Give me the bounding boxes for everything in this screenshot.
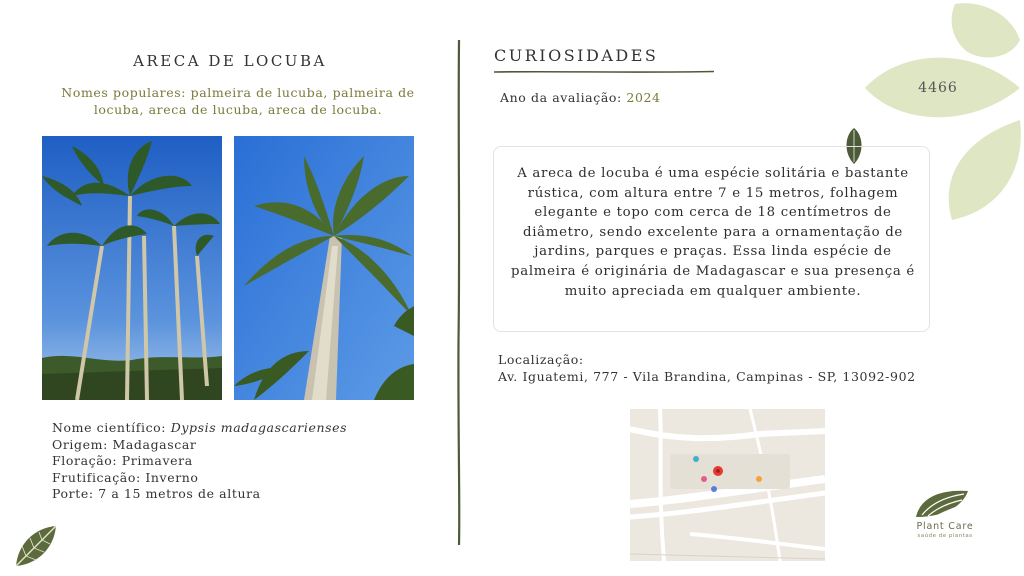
evaluation-year-label: Ano da avaliação: (500, 90, 622, 105)
scientific-name-row (52, 420, 347, 437)
plant-title: ARECA DE LOCUBA (133, 52, 327, 70)
scientific-name-label: Nome científico: (52, 420, 167, 435)
evaluation-year-value: 2024 (626, 90, 661, 105)
fruiting-row: Frutificação: Inverno (52, 469, 199, 485)
logo-name: Plant Care (916, 521, 974, 532)
flowering-row: Floração: Primavera (52, 453, 193, 468)
logo-tagline: saúde de plantas (917, 533, 973, 539)
popular-names: Nomes populares: palmeira de lucuba, palmeira de locuba, areca de lucuba, areca de locuba. (61, 85, 415, 117)
plant-id-badge: 4466 (918, 80, 958, 96)
vertical-divider (454, 40, 464, 545)
origin-row: Origem: Madagascar (52, 436, 197, 452)
palm-photo-1 (42, 136, 222, 400)
leaf-icon-bottom-left (12, 522, 60, 570)
evaluation-year (500, 90, 661, 105)
location-map[interactable] (630, 409, 825, 561)
plant-info (52, 420, 347, 503)
title-underline (494, 70, 714, 74)
location-value: Av. Iguatemi, 777 - Vila Brandina, Campinas - SP, 13092-902 (498, 369, 916, 384)
location-label: Localização: (498, 352, 584, 367)
palm-photo-2 (234, 136, 414, 400)
section-title: CURIOSIDADES (494, 46, 659, 65)
curiosity-text: A areca de locuba é uma espécie solitária e bastante rústica, com altura entre 7 e 15 metros, folhagem elegante e topo com cerca de 18 centímetros de diâmetro, sendo excelente para a ornamentação de jardins, parques e praças. Essa linda espécie de palmeira é originária de Madagascar e sua presença é muito apreciada em qualquer ambiente. (511, 166, 915, 299)
scientific-name-value: Dypsis madagascarienses (170, 420, 348, 435)
size-row: Porte: 7 a 15 metros de altura (52, 486, 261, 501)
plant-care-logo-icon (914, 487, 970, 519)
